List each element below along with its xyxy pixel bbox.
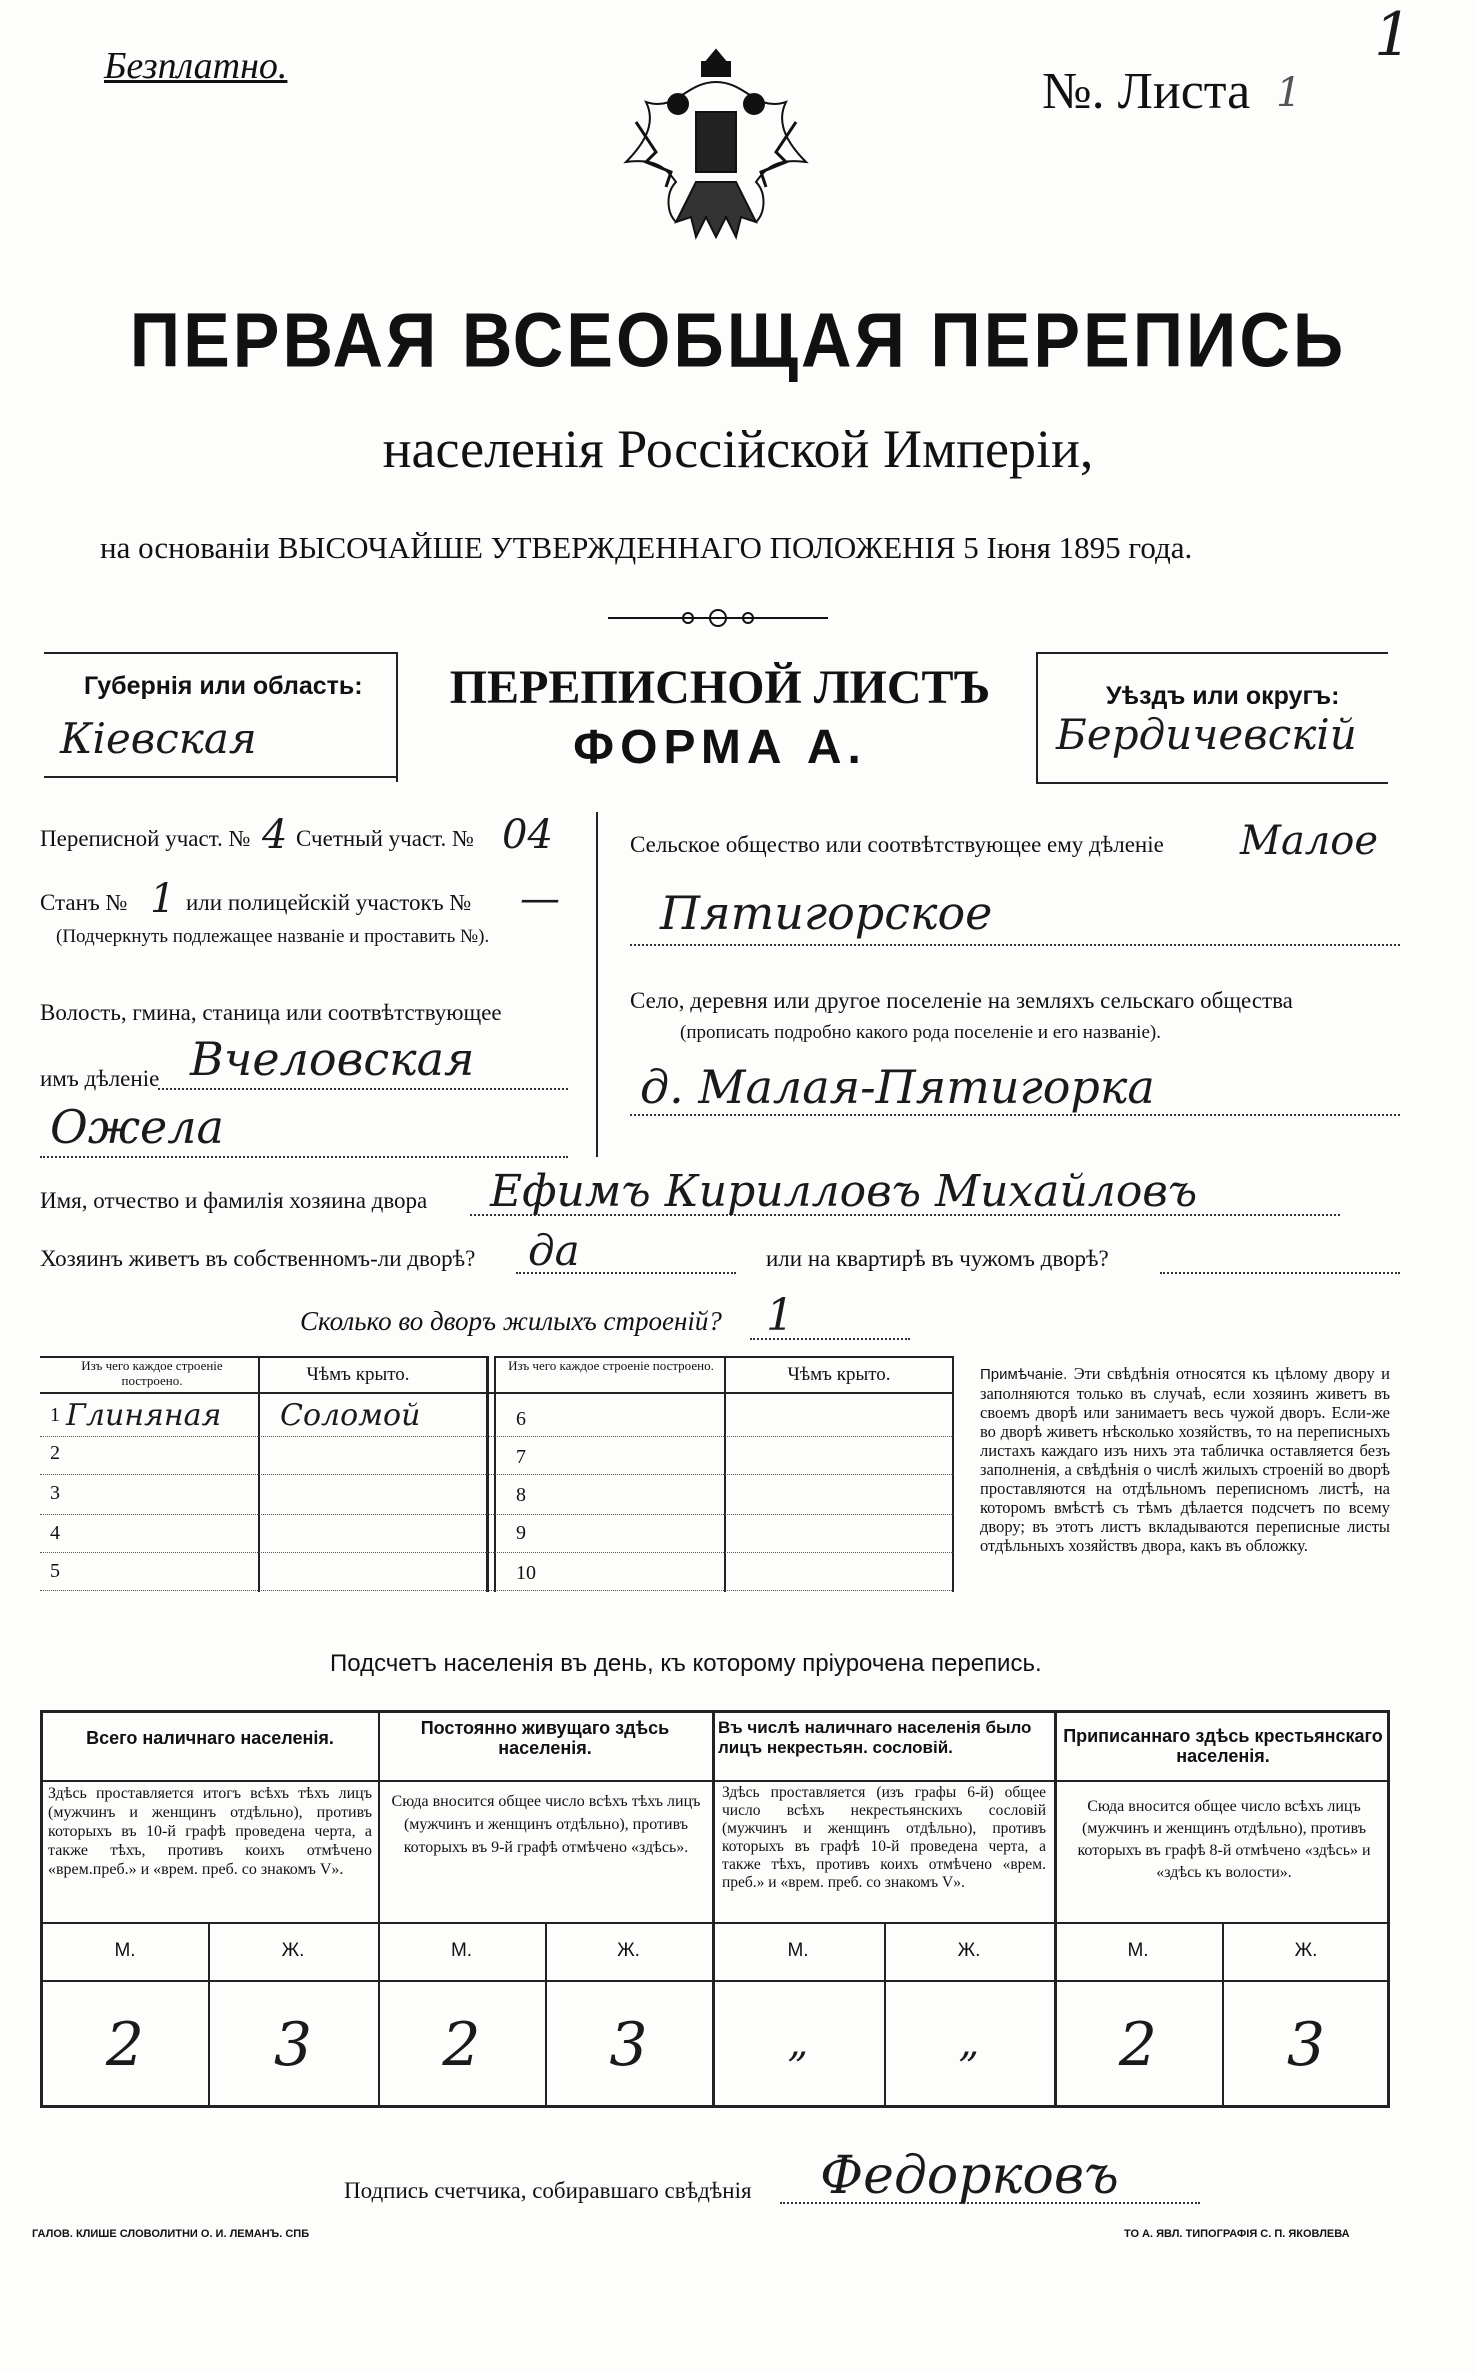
nonpeasant-male-value: „ <box>787 2020 809 2066</box>
permanent-male-value: 2 <box>442 2010 481 2080</box>
village-label: Село, деревня или другое поселеніе на земляхъ сельскаго общества <box>630 988 1293 1013</box>
note-text: Эти свѣдѣнія относятся къ цѣлому двору и заполняются только въ случаѣ, если хозяинъ живетъ въ своемъ дворѣ или занимаетъ весь чужой дворъ. Если-же во дворѣ живетъ нѣсколько хозяйствъ, то на переписныхъ листахъ каждаго изъ нихъ эта табличка оставляется безъ заполненія, а свѣдѣнія о числѣ жилыхъ строеній во дворѣ проставляются на отдѣльномъ переписномъ листѣ, на которомъ вмѣстѣ съ тѣмъ дѣлается подсчетъ по всему двору; въ этотъ листъ вкладываются переписные листы отдѣльныхъ хозяйствъ двора, какъ въ обложку. <box>980 1364 1390 1555</box>
peasant-male-value: 2 <box>1118 2010 1158 2080</box>
sheet-number-label: №. Листа <box>1042 63 1251 120</box>
total-male-value: 2 <box>105 2010 145 2080</box>
male-label: М. <box>1127 1940 1149 1961</box>
table-row <box>50 1436 480 1474</box>
male-label: М. <box>114 1940 136 1961</box>
table-row <box>50 1516 480 1554</box>
row-number: 1 <box>50 1404 60 1426</box>
buildings-value: 1 <box>766 1290 794 1341</box>
owner-name-label: Имя, отчество и фамилія хозяина двора <box>40 1188 428 1213</box>
buildings-label: Сколько во дворъ жилыхъ строеній? <box>300 1306 722 1336</box>
underline-note: (Подчеркнуть подлежащее названіе и проставить №). <box>56 926 490 947</box>
free-label: Безплатно. <box>104 45 288 87</box>
imperial-eagle-emblem <box>616 42 816 252</box>
community-value: Малое <box>1240 818 1379 864</box>
village-note: (прописать подробно какого рода поселеніе и его названіе). <box>680 1022 1161 1043</box>
note-box <box>980 1364 1390 1555</box>
stan-label: Станъ № <box>40 890 128 915</box>
population-col-title: Приписаннаго здѣсь крестьянскаго населенія. <box>1063 1726 1383 1766</box>
district-value: Бердичевскій <box>1056 710 1357 759</box>
volost-label: Волость, гмина, станица или соотвѣтствующее <box>40 1000 502 1025</box>
volost-label-2: имъ дѣленіе <box>40 1066 160 1091</box>
community-value-2: Пятигорское <box>660 886 993 940</box>
table-row <box>516 1516 946 1554</box>
form-title: ПЕРЕПИСНОЙ ЛИСТЪ <box>449 661 991 714</box>
male-label: М. <box>450 1940 473 1961</box>
population-col-title: Въ числѣ наличнаго населенія было лицъ некрестьян. сословій. <box>718 1718 1032 1757</box>
volost-value-2: Ожела <box>50 1100 224 1154</box>
signature-label: Подпись счетчика, собиравшаго свѣдѣнія <box>344 2178 752 2203</box>
permanent-female-value: 3 <box>609 2010 648 2080</box>
census-section-label: Переписной участ. № <box>40 826 251 851</box>
stan-value: 1 <box>150 876 176 922</box>
police-label: или полицейскій участокъ № <box>186 890 472 915</box>
row-number: 8 <box>516 1484 526 1506</box>
table-row <box>50 1398 480 1436</box>
row-number: 5 <box>50 1560 60 1582</box>
note-title: Примѣчаніе. <box>980 1366 1068 1383</box>
table-row <box>516 1478 946 1516</box>
table-row <box>50 1554 480 1592</box>
row-material: Глиняная <box>66 1398 222 1433</box>
form-subtitle: ФОРМА А. <box>573 721 867 774</box>
own-yard-value: да <box>528 1226 580 1275</box>
row-number: 6 <box>516 1408 526 1430</box>
col-roof-header: Чѣмъ крыто. <box>306 1364 410 1385</box>
own-yard-label: Хозяинъ живетъ въ собственномъ-ли дворѣ? <box>40 1246 476 1271</box>
female-label: Ж. <box>617 1940 640 1961</box>
signature-value: Федорковъ <box>820 2146 1119 2206</box>
female-label: Ж. <box>1294 1940 1318 1961</box>
row-number: 4 <box>50 1522 60 1544</box>
row-number: 10 <box>516 1562 536 1584</box>
row-number: 2 <box>50 1442 60 1464</box>
total-female-value: 3 <box>273 2010 313 2080</box>
population-col-desc: Сюда вносится общее число всѣхъ лицъ (мужчинъ и женщинъ отдѣльно), противъ которыхъ въ графѣ 8-й отмѣчено «здѣсь» и «здѣсь къ волости». <box>1077 1798 1371 1881</box>
owner-name-value: Ефимъ Кирилловъ Михайловъ <box>490 1166 1198 1217</box>
female-label: Ж. <box>957 1940 981 1961</box>
row-number: 7 <box>516 1446 526 1468</box>
population-col-title: Постоянно живущаго здѣсь населенія. <box>420 1718 670 1758</box>
col-roof-header-right: Чѣмъ крыто. <box>787 1364 891 1385</box>
census-section-value: 4 <box>262 812 288 858</box>
province-label: Губернія или область: <box>84 672 363 700</box>
census-subtitle: населенія Россійской Имперіи, <box>382 419 1094 479</box>
corner-number: 1 <box>1374 0 1413 70</box>
police-value: — <box>520 876 560 922</box>
printer-right: ТО А. ЯВЛ. ТИПОГРАФІЯ С. П. ЯКОВЛЕВА <box>1124 2228 1350 2240</box>
count-section-label: Счетный участ. № <box>296 826 474 851</box>
population-heading: Подсчетъ населенія въ день, къ которому пріурочена перепись. <box>330 1650 1042 1677</box>
row-number: 9 <box>516 1522 526 1544</box>
rent-yard-label: или на квартирѣ въ чужомъ дворѣ? <box>766 1246 1109 1271</box>
count-section-value: 04 <box>502 812 553 858</box>
district-label: Уѣздъ или округъ: <box>1106 682 1340 710</box>
province-value: Кіевская <box>60 714 257 763</box>
col-material-header: Изъ чего каждое строеніе построено. <box>81 1358 223 1388</box>
table-row <box>516 1402 946 1440</box>
volost-value: Вчеловская <box>190 1032 475 1086</box>
male-label: М. <box>787 1940 809 1961</box>
community-label: Сельское общество или соотвѣтствующее ему дѣленіе <box>630 832 1164 857</box>
table-row <box>516 1440 946 1478</box>
female-label: Ж. <box>281 1940 305 1961</box>
census-basis: на основаніи ВЫСОЧАЙШЕ УТВЕРЖДЕННАГО ПОЛОЖЕНІЯ 5 Іюня 1895 года. <box>100 530 1193 565</box>
table-row <box>50 1476 480 1514</box>
village-value: д. Малая-Пятигорка <box>640 1060 1155 1114</box>
population-col-desc: Здѣсь проставляется итогъ всѣхъ тѣхъ лицъ (мужчинъ и женщинъ отдѣльно), противъ которыхъ въ 10-й графѣ проведена черта, а также тѣхъ, противъ коихъ отмѣчено «врем.преб.» и «врем. преб. со знакомъ V». <box>48 1785 372 1878</box>
peasant-female-value: 3 <box>1286 2010 1326 2080</box>
col-material-header-right: Изъ чего каждое строеніе построено. <box>508 1358 714 1373</box>
table-row <box>516 1556 946 1594</box>
population-col-title: Всего наличнаго населенія. <box>86 1728 334 1748</box>
row-roof: Соломой <box>280 1398 421 1433</box>
population-col-desc: Здѣсь проставляется (изъ графы 6-й) общее число всѣхъ некрестьянскихъ сословій (мужчинъ и женщинъ отдѣльно), противъ которыхъ въ графѣ 10-й проведена черта, а также тѣхъ, противъ коихъ отмѣчено «врем. преб.» и «врем. преб. со знакомъ V». <box>722 1784 1046 1891</box>
nonpeasant-female-value: „ <box>958 2020 980 2066</box>
row-number: 3 <box>50 1482 60 1504</box>
printer-left: ГАЛОВ. КЛИШЕ СЛОВОЛИТНИ О. И. ЛЕМАНЪ. СПБ <box>32 2228 310 2240</box>
population-col-desc: Сюда вносится общее число всѣхъ тѣхъ лицъ (мужчинъ и женщинъ отдѣльно), противъ которыхъ въ 9-й графѣ отмѣчено «здѣсь». <box>391 1793 701 1856</box>
sheet-number-value: 1 <box>1276 70 1302 116</box>
ornament-divider <box>608 606 828 630</box>
census-title: ПЕРВАЯ ВСЕОБЩАЯ ПЕРЕПИСЬ <box>129 297 1347 383</box>
